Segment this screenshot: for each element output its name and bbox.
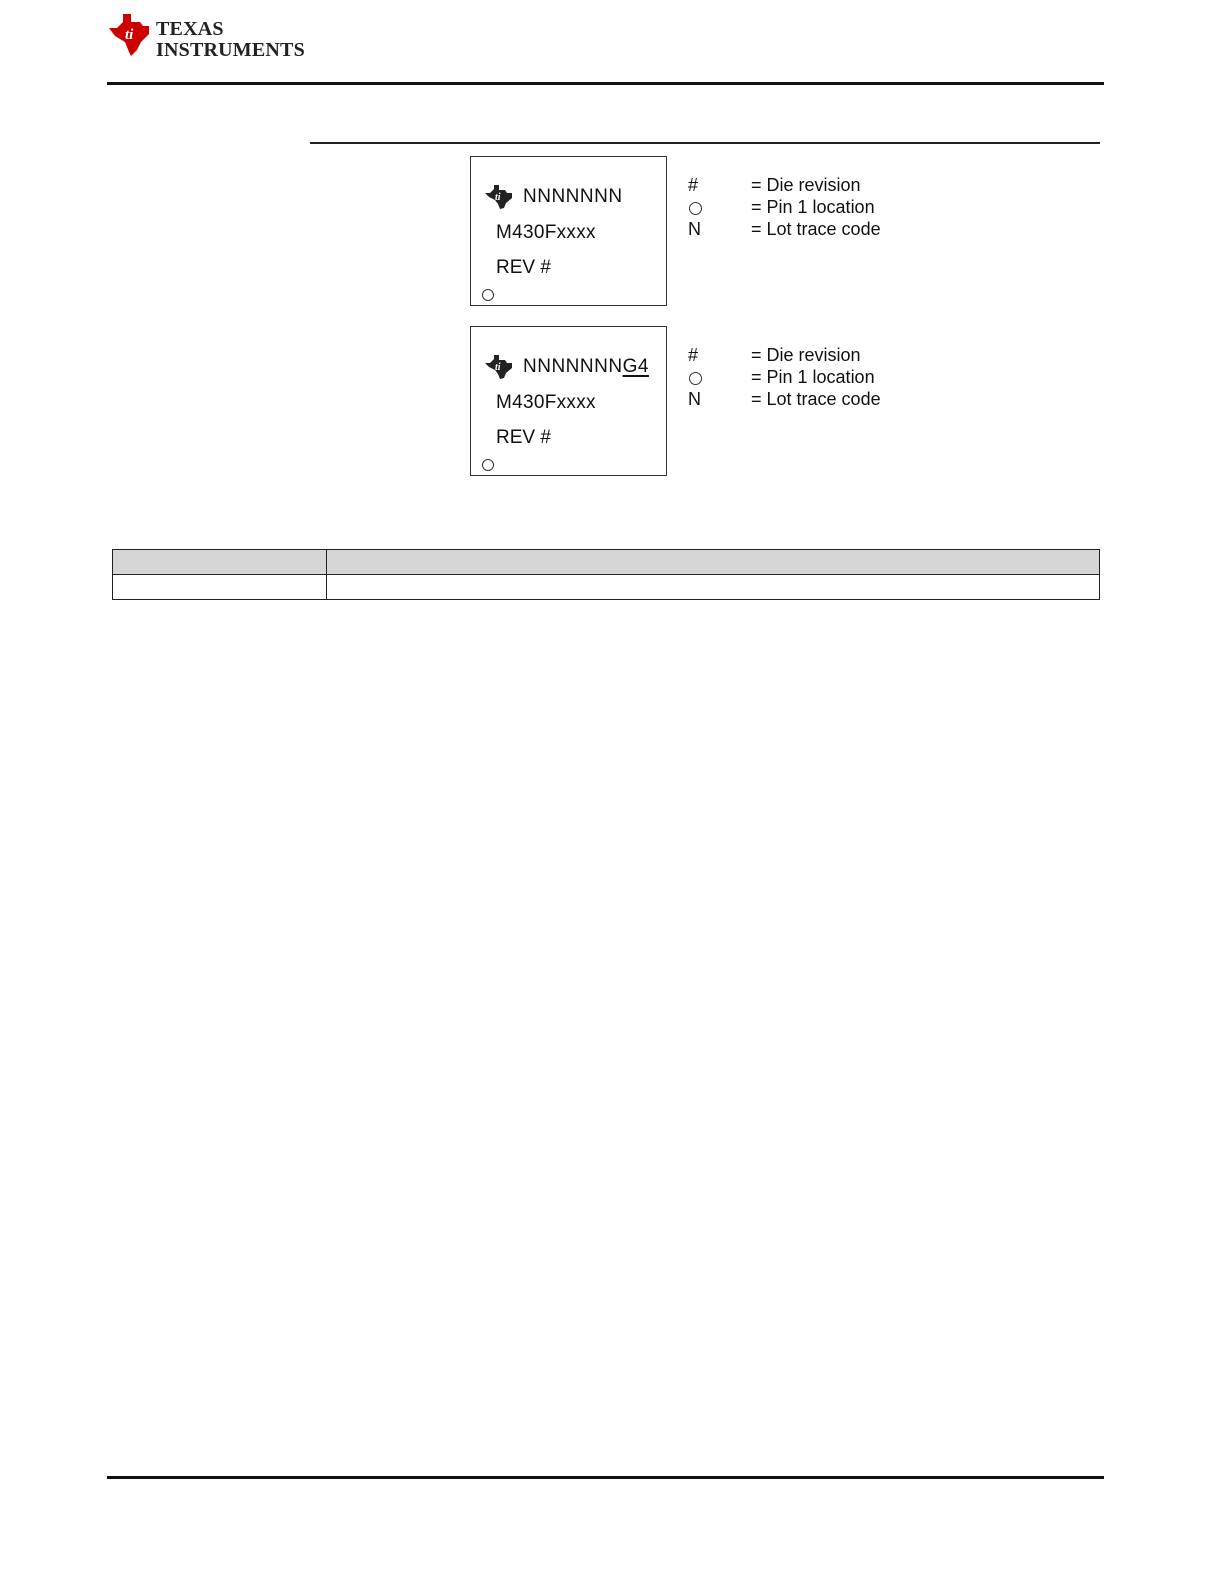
info-table	[112, 549, 1100, 600]
legend-description: = Lot trace code	[751, 389, 881, 409]
footer-rule	[107, 1476, 1104, 1479]
legend-row	[688, 367, 1008, 389]
pin1-location-circle-icon	[482, 459, 494, 471]
table-header-cell	[113, 550, 327, 575]
ti-mark-icon	[484, 184, 514, 210]
legend-description: = Die revision	[751, 345, 861, 365]
marking-legend-1	[688, 175, 1008, 241]
legend-symbol: #	[688, 345, 699, 365]
device-marking-diagram-1	[470, 156, 667, 306]
marking-legend-2	[688, 345, 1008, 411]
circle-icon	[689, 372, 702, 385]
legend-symbol: N	[688, 389, 701, 409]
legend-description: = Pin 1 location	[751, 367, 875, 387]
table-cell	[113, 575, 327, 600]
table-header-row	[113, 550, 1100, 575]
table-row	[113, 575, 1100, 600]
brand-name-line1: TEXAS	[156, 18, 224, 40]
figure-rule	[310, 142, 1100, 144]
page-header	[107, 12, 1104, 84]
lot-trace-code-text: NNNNNNN	[523, 186, 623, 207]
legend-row	[688, 389, 1008, 411]
legend-row	[688, 197, 1008, 219]
pin1-location-circle-icon	[482, 289, 494, 301]
ti-logo-icon	[107, 12, 153, 58]
table-header-cell	[327, 550, 1100, 575]
device-marking-diagram-2	[470, 326, 667, 476]
die-revision-text: REV #	[496, 257, 551, 278]
legend-row	[688, 345, 1008, 367]
legend-description: = Pin 1 location	[751, 197, 875, 217]
ti-logo	[107, 12, 307, 62]
legend-row	[688, 219, 1008, 241]
legend-description: = Die revision	[751, 175, 861, 195]
table-cell	[327, 575, 1100, 600]
device-part-number: M430Fxxxx	[496, 392, 596, 413]
device-part-number: M430Fxxxx	[496, 222, 596, 243]
svg-text:ti: ti	[495, 362, 501, 373]
legend-description: = Lot trace code	[751, 219, 881, 239]
brand-name-line2: INSTRUMENTS	[156, 39, 305, 61]
circle-icon	[689, 202, 702, 215]
lot-trace-code-text: NNNNNNNG4	[523, 356, 649, 377]
svg-text:ti: ti	[495, 192, 501, 203]
legend-row	[688, 175, 1008, 197]
svg-text:ti: ti	[125, 27, 134, 43]
ti-mark-icon	[484, 354, 514, 380]
header-rule	[107, 82, 1104, 85]
die-revision-text: REV #	[496, 427, 551, 448]
legend-symbol: #	[688, 175, 699, 195]
legend-symbol: N	[688, 219, 701, 239]
